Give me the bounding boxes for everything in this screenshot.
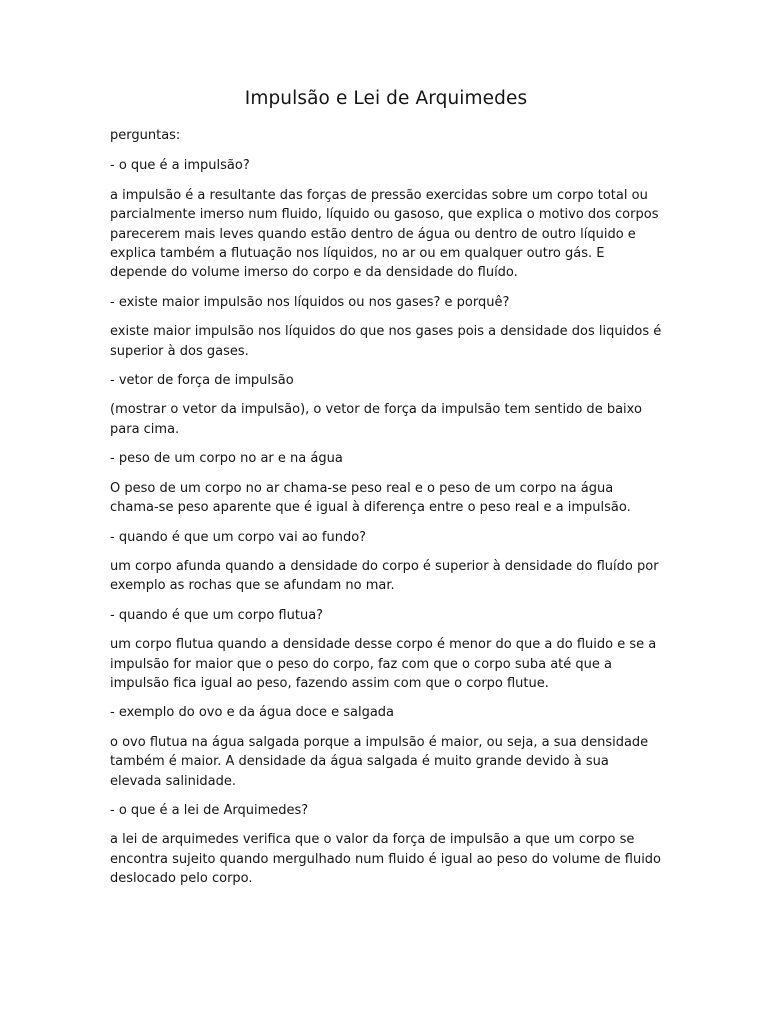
question-archimedes-law: - o que é a lei de Arquimedes? bbox=[110, 802, 309, 818]
answer-impulse-definition: a impulsão é a resultante das forças de pressão exercidas sobre um corpo total ou parcialmente imerso num fluido, líquido ou gasoso, que explica o motivo dos corpos parecerem mais leves quando estão dentro de água ou dentro de outro líquido e explica também a flutuação nos líquidos, no ar ou em qualquer outro gás. E depende do volume imerso do corpo e da densidade do fluído. bbox=[110, 187, 659, 281]
page-title: Impulsão e Lei de Arquimedes bbox=[244, 88, 528, 109]
question-impulse-definition: - o que é a impulsão? bbox=[110, 158, 250, 174]
answer-impulse-vector: (mostrar o vetor da impulsão), o vetor de força da impulsão tem sentido de baixo para cima. bbox=[110, 402, 642, 437]
document-page bbox=[110, 86, 662, 899]
question-weight-air-water: - peso de um corpo no ar e na água bbox=[110, 451, 343, 467]
answer-sinking: um corpo afunda quando a densidade do corpo é superior à densidade do fluído por exemplo as rochas que se afundam no mar. bbox=[110, 558, 659, 594]
question-sinking: - quando é que um corpo vai ao fundo? bbox=[110, 529, 367, 545]
answer-weight-air-water: O peso de um corpo no ar chama-se peso real e o peso de um corpo na água chama-se peso aparente que é igual à diferença entre o peso real e a impulsão. bbox=[110, 480, 631, 516]
question-impulse-vector: - vetor de força de impulsão bbox=[110, 373, 294, 389]
answer-archimedes-law: a lei de arquimedes verifica que o valor da força de impulsão a que um corpo se encontra sujeito quando mergulhado num fluido é igual ao peso do volume de fluido deslocado pelo corpo. bbox=[110, 832, 662, 887]
answer-floating: um corpo flutua quando a densidade desse corpo é menor do que a do fluido e se a impulsão for maior que o peso do corpo, faz com que o corpo suba até que a impulsão fica igual ao peso, fazendo assim com que o corpo flutue. bbox=[110, 637, 657, 691]
question-egg-example: - exemplo do ovo e da água doce e salgada bbox=[110, 705, 395, 721]
intro-label: perguntas: bbox=[110, 128, 181, 143]
answer-egg-example: o ovo flutua na água salgada porque a impulsão é maior, ou seja, a sua densidade também é maior. A densidade da água salgada é muito grande devido à sua elevada salinidade. bbox=[110, 734, 649, 789]
question-liquids-vs-gases: - existe maior impulsão nos líquidos ou nos gases? e porquê? bbox=[110, 294, 510, 310]
question-floating: - quando é que um corpo flutua? bbox=[110, 607, 324, 623]
answer-liquids-vs-gases: existe maior impulsão nos líquidos do que nos gases pois a densidade dos liquidos é superior à dos gases. bbox=[110, 324, 662, 359]
